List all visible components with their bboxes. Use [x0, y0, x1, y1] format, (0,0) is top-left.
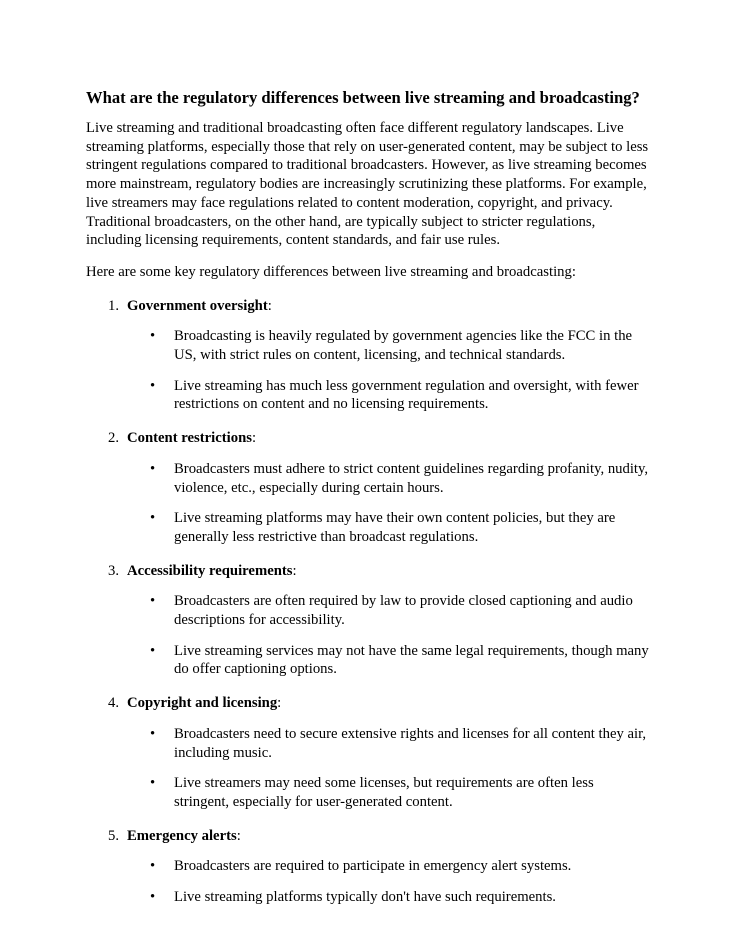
bullet-icon: •	[150, 328, 156, 345]
bullet-icon: •	[150, 460, 156, 477]
item-heading-colon: :	[267, 297, 272, 314]
bullet-text: Broadcasters are required to participate in emergency alert systems.	[174, 858, 572, 875]
bullet-text: Broadcasters must adhere to strict content guidelines regarding profanity, nudity, violence, etc., especially during certain hours.	[174, 460, 649, 496]
numbered-item	[86, 429, 652, 448]
bullet-item	[86, 327, 652, 364]
list-intro-paragraph: Here are some key regulatory differences between live streaming and broadcasting:	[86, 263, 576, 280]
item-heading-text: Accessibility requirements	[127, 562, 293, 579]
item-heading-colon: :	[236, 827, 241, 844]
bullet-icon: •	[150, 775, 156, 792]
bullet-icon: •	[150, 858, 156, 875]
bullet-item	[86, 509, 652, 546]
item-heading	[127, 827, 241, 846]
numbered-item	[86, 827, 652, 846]
item-number: 3.	[108, 562, 120, 579]
item-heading	[127, 429, 256, 448]
bullet-icon: •	[150, 642, 156, 659]
bullet-text: Broadcasting is heavily regulated by government agencies like the FCC in the US, with strict rules on content, licensing, and technical standards.	[174, 328, 633, 364]
item-number: 5.	[108, 827, 120, 844]
bullet-text: Broadcasters are often required by law to provide closed captioning and audio descriptions for accessibility.	[174, 593, 633, 629]
bullet-item	[86, 888, 652, 907]
page-title: What are the regulatory differences between live streaming and broadcasting?	[86, 88, 640, 107]
item-number: 1.	[108, 297, 120, 314]
bullet-item	[86, 725, 652, 762]
bullet-text: Live streaming has much less government regulation and oversight, with fewer restrictions on content and no licensing requirements.	[174, 377, 639, 413]
item-heading	[127, 297, 272, 316]
item-heading	[127, 694, 281, 713]
bullet-item	[86, 857, 652, 876]
item-heading	[127, 562, 297, 581]
bullet-icon: •	[150, 593, 156, 610]
item-number: 2.	[108, 430, 120, 447]
bullet-text: Broadcasters need to secure extensive rights and licenses for all content they air, including music.	[174, 725, 647, 761]
bullet-icon: •	[150, 889, 156, 906]
bullet-text: Live streaming platforms typically don't have such requirements.	[174, 889, 556, 906]
numbered-item	[86, 297, 652, 316]
item-heading-text: Content restrictions	[127, 430, 252, 447]
bullet-item	[86, 642, 652, 679]
item-number: 4.	[108, 695, 120, 712]
bullet-text: Live streaming services may not have the same legal requirements, though many do offer captioning options.	[174, 642, 649, 678]
bullet-icon: •	[150, 725, 156, 742]
bullet-item	[86, 592, 652, 629]
bullet-text: Live streamers may need some licenses, but requirements are often less stringent, especially for user-generated content.	[174, 775, 594, 810]
item-heading-colon: :	[277, 695, 282, 712]
intro-paragraph: Live streaming and traditional broadcasting often face different regulatory landscapes. Live streaming platforms, especially those that rely on user-generated content, may be subject to less stringent regulations compared to traditional broadcasters. However, as live streaming becomes more mainstream, regulatory bodies are increasingly scrutinizing these platforms. For example, live streamers may face regulations related to content moderation, copyright, and privacy. Traditional broadcasters, on the other hand, are typically subject to stricter regulations, including licensing requirements, content standards, and fair use rules.	[86, 120, 649, 249]
bullet-icon: •	[150, 510, 156, 527]
bullet-icon: •	[150, 377, 156, 394]
item-heading-colon: :	[251, 430, 257, 447]
item-heading-colon: :	[292, 562, 297, 579]
numbered-item	[86, 562, 652, 581]
bullet-item	[86, 774, 652, 811]
item-heading-text: Government oversight	[127, 297, 268, 314]
numbered-item	[86, 694, 652, 713]
bullet-text: Live streaming platforms may have their own content policies, but they are generally less restrictive than broadcast regulations.	[174, 510, 616, 545]
item-heading-text: Emergency alerts	[127, 827, 237, 844]
bullet-item	[86, 460, 652, 497]
item-heading-text: Copyright and licensing	[127, 695, 278, 712]
bullet-item	[86, 377, 652, 414]
